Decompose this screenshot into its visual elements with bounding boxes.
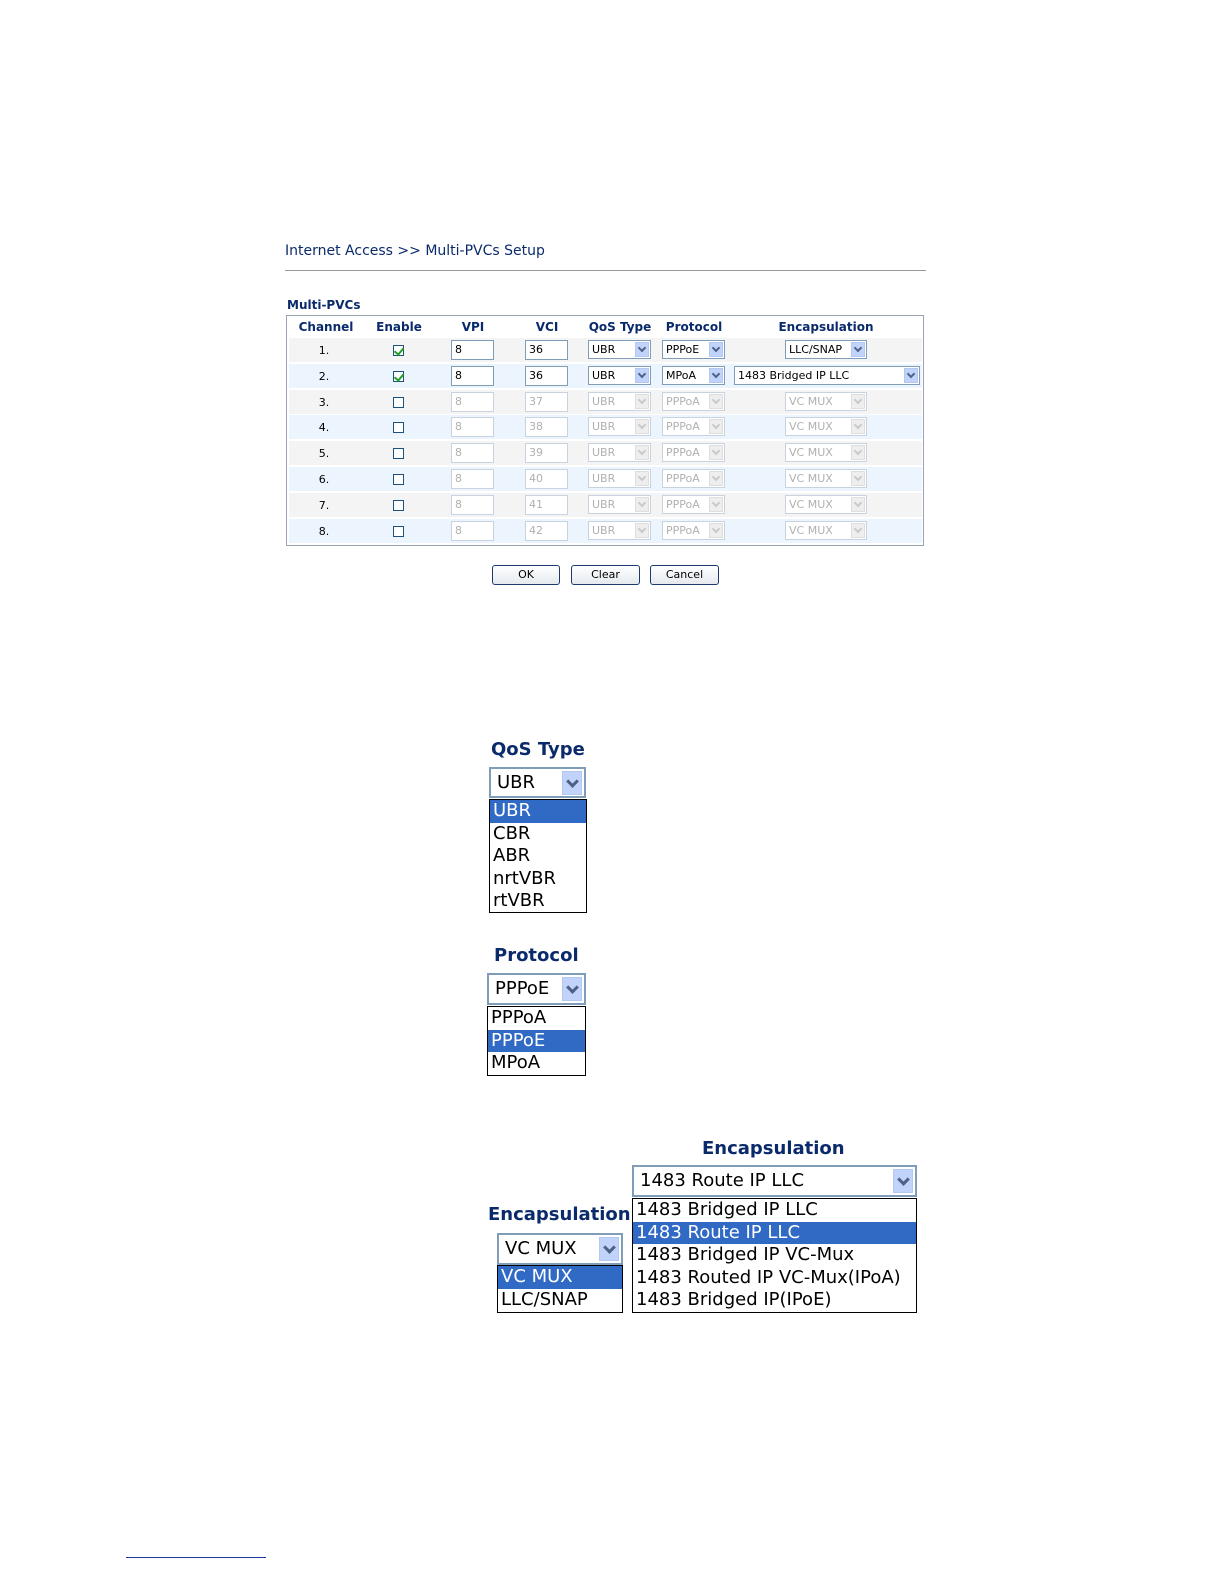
protocol-select[interactable] [662,340,725,359]
chevron-down-icon[interactable] [851,445,865,460]
encapsulation-select[interactable] [785,392,867,411]
qos-type-label: QoS Type [491,739,585,760]
encapsulation-ppp-option[interactable]: VC MUX [498,1266,622,1289]
qos-type-select-value: UBR [592,343,616,356]
section-title: Multi-PVCs [287,298,361,312]
chevron-down-icon[interactable] [635,394,649,409]
vpi-input[interactable]: 8 [451,392,494,412]
qos-type-select-value: UBR [592,395,616,408]
chevron-down-icon[interactable] [709,445,723,460]
column-header-protocol: Protocol [665,320,723,334]
vci-input[interactable]: 41 [525,495,568,515]
chevron-down-icon[interactable] [599,1237,619,1261]
encapsulation-select[interactable] [785,340,867,359]
channel-number: 1. [318,344,330,357]
encapsulation-select-value: VC MUX [789,395,833,408]
channel-number: 4. [318,421,330,434]
qos-type-option[interactable]: ABR [493,845,531,866]
chevron-down-icon[interactable] [851,523,865,538]
enable-checkbox[interactable] [393,474,404,485]
chevron-down-icon[interactable] [709,471,723,486]
clear-button[interactable]: Clear [571,565,640,585]
protocol-select[interactable] [662,392,725,411]
encapsulation-mpoa-select-value: 1483 Route IP LLC [640,1170,805,1191]
encapsulation-select-value: VC MUX [789,420,833,433]
encapsulation-mpoa-option[interactable]: 1483 Bridged IP(IPoE) [636,1289,832,1310]
chevron-down-icon[interactable] [635,342,649,357]
chevron-down-icon[interactable] [635,471,649,486]
vpi-input[interactable]: 8 [451,443,494,463]
chevron-down-icon[interactable] [562,977,582,1001]
chevron-down-icon[interactable] [635,445,649,460]
protocol-select-value: PPPoA [666,472,700,485]
channel-number: 6. [318,473,330,486]
column-header-qos-type: QoS Type [588,320,652,334]
qos-type-select-value: UBR [592,420,616,433]
channel-number: 2. [318,370,330,383]
chevron-down-icon[interactable] [709,523,723,538]
protocol-select-value: PPPoE [666,343,700,356]
qos-type-select-value: UBR [592,446,616,459]
protocol-select-value: PPPoA [666,420,700,433]
column-header-enable: Enable [376,320,422,334]
qos-type-select[interactable] [588,495,651,514]
chevron-down-icon[interactable] [709,342,723,357]
enable-checkbox[interactable] [393,500,404,511]
enable-checkbox[interactable] [393,422,404,433]
encapsulation-mpoa-option[interactable]: 1483 Bridged IP LLC [636,1199,818,1220]
chevron-down-icon[interactable] [851,342,865,357]
encapsulation-select-value: 1483 Bridged IP LLC [738,369,850,382]
cancel-button[interactable]: Cancel [650,565,719,585]
chevron-down-icon[interactable] [635,523,649,538]
encapsulation-mpoa-option[interactable]: 1483 Route IP LLC [633,1222,916,1245]
encapsulation-select[interactable] [734,366,920,385]
protocol-select-value: PPPoA [666,446,700,459]
chevron-down-icon[interactable] [635,497,649,512]
chevron-down-icon[interactable] [893,1169,913,1193]
encapsulation-mpoa-select[interactable] [632,1165,917,1197]
protocol-option[interactable]: PPPoE [488,1030,585,1053]
encapsulation-mpoa-option[interactable]: 1483 Routed IP VC-Mux(IPoA) [636,1266,901,1288]
protocol-select-value: PPPoA [666,498,700,511]
chevron-down-icon[interactable] [851,471,865,486]
channel-number: 7. [318,499,330,512]
vci-input[interactable]: 40 [525,469,568,489]
vpi-input[interactable]: 8 [451,521,494,541]
vci-input[interactable]: 38 [525,417,568,437]
page-title: Internet Access >> Multi-PVCs Setup [285,243,545,259]
encapsulation-select[interactable] [785,469,867,488]
qos-type-select-value: UBR [592,498,616,511]
protocol-select-value: PPPoA [666,524,700,537]
chevron-down-icon[interactable] [851,419,865,434]
protocol-select-value: MPoA [666,369,696,382]
enable-checkbox[interactable] [393,371,404,382]
chevron-down-icon[interactable] [709,368,723,383]
qos-type-option[interactable]: nrtVBR [493,867,557,889]
chevron-down-icon[interactable] [562,771,582,795]
qos-type-select[interactable] [588,469,651,488]
encapsulation-ppp-label: Encapsulation [488,1204,631,1225]
protocol-select[interactable] [662,417,725,436]
chevron-down-icon[interactable] [851,497,865,512]
qos-type-select[interactable] [588,417,651,436]
vpi-input[interactable]: 8 [451,340,494,360]
encapsulation-mpoa-option[interactable]: 1483 Bridged IP VC-Mux [636,1244,855,1265]
channel-number: 3. [318,396,330,409]
vci-input[interactable]: 39 [525,443,568,463]
ok-button[interactable]: OK [492,565,560,585]
enable-checkbox[interactable] [393,397,404,408]
protocol-option[interactable]: MPoA [491,1052,541,1073]
enable-checkbox[interactable] [393,448,404,459]
qos-type-select[interactable] [588,392,651,411]
encapsulation-select-value: VC MUX [789,498,833,511]
protocol-select[interactable] [487,973,586,1005]
vpi-input[interactable]: 8 [451,495,494,515]
qos-type-select-value: UBR [592,472,616,485]
protocol-select[interactable] [662,469,725,488]
enable-checkbox[interactable] [393,345,404,356]
qos-type-select-value: UBR [497,772,536,793]
qos-type-select[interactable] [588,340,651,359]
chevron-down-icon[interactable] [635,419,649,434]
column-header-vci: VCI [535,320,559,334]
protocol-select[interactable] [662,443,725,462]
qos-type-select[interactable] [588,443,651,462]
encapsulation-select-value: VC MUX [789,446,833,459]
vpi-input[interactable]: 8 [451,469,494,489]
encapsulation-select-value: VC MUX [789,472,833,485]
enable-checkbox[interactable] [393,526,404,537]
column-header-encapsulation: Encapsulation [778,320,874,334]
encapsulation-select-value: VC MUX [789,524,833,537]
vci-input[interactable]: 42 [525,521,568,541]
chevron-down-icon[interactable] [709,419,723,434]
protocol-label: Protocol [494,945,579,966]
title-divider [285,270,926,271]
protocol-select[interactable] [662,366,725,385]
column-header-vpi: VPI [461,320,485,334]
chevron-down-icon[interactable] [635,368,649,383]
vci-input[interactable]: 37 [525,392,568,412]
qos-type-select-value: UBR [592,524,616,537]
qos-type-select[interactable] [489,767,586,798]
encapsulation-ppp-select-value: VC MUX [505,1238,577,1259]
encapsulation-ppp-option[interactable]: LLC/SNAP [501,1288,588,1310]
qos-type-select[interactable] [588,521,651,540]
encapsulation-select[interactable] [785,495,867,514]
encapsulation-select-value: LLC/SNAP [789,343,843,356]
encapsulation-select[interactable] [785,443,867,462]
encapsulation-ppp-option-list [497,1265,623,1313]
qos-type-option[interactable]: CBR [493,822,531,844]
qos-type-option-list [489,799,587,913]
protocol-select-value: PPPoE [495,978,550,999]
encapsulation-select[interactable] [785,521,867,540]
protocol-select-value: PPPoA [666,395,700,408]
channel-number: 5. [318,447,330,460]
chevron-down-icon[interactable] [709,497,723,512]
protocol-select[interactable] [662,521,725,540]
qos-type-option[interactable]: UBR [490,800,586,823]
encapsulation-select[interactable] [785,417,867,436]
qos-type-select[interactable] [588,366,651,385]
protocol-select[interactable] [662,495,725,514]
encapsulation-ppp-select[interactable] [497,1233,623,1265]
column-header-channel: Channel [298,320,354,334]
vci-input[interactable]: 36 [525,366,568,386]
channel-number: 8. [318,525,330,538]
vpi-input[interactable]: 8 [451,417,494,437]
chevron-down-icon[interactable] [851,394,865,409]
qos-type-select-value: UBR [592,369,616,382]
vci-input[interactable]: 36 [525,340,568,360]
encapsulation-mpoa-label: Encapsulation [702,1138,845,1159]
encapsulation-mpoa-option-list [632,1198,917,1313]
chevron-down-icon[interactable] [709,394,723,409]
qos-type-option[interactable]: rtVBR [493,890,545,911]
protocol-option-list [487,1006,586,1076]
protocol-option[interactable]: PPPoA [491,1007,547,1028]
chevron-down-icon[interactable] [904,368,918,383]
vpi-input[interactable]: 8 [451,366,494,386]
footnote-divider [126,1557,266,1558]
